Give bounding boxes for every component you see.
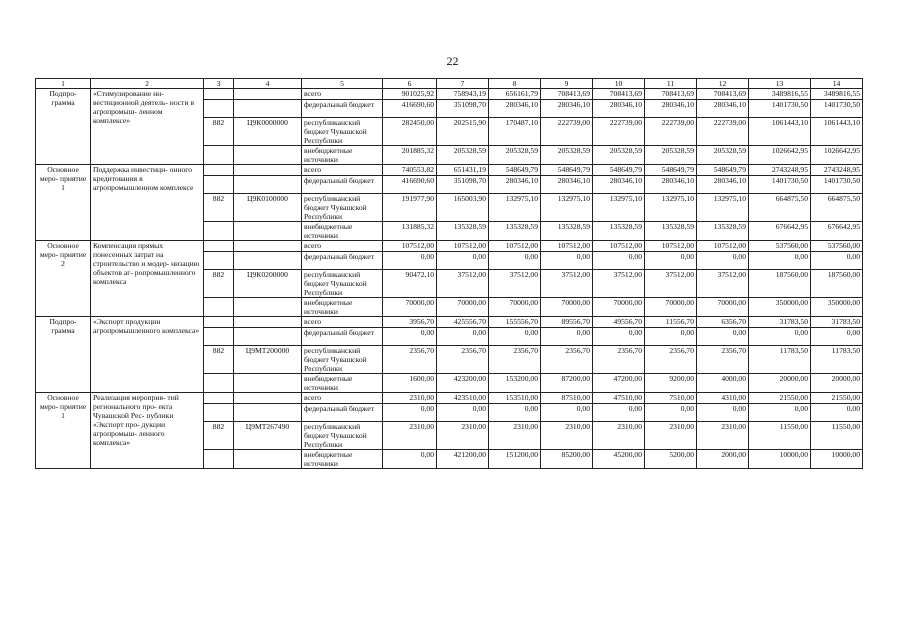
empty-cell xyxy=(234,317,302,328)
value-cell: 2310,00 xyxy=(383,393,437,404)
funding-source-cell: внебюджетные источники xyxy=(302,374,383,393)
header-cell: 10 xyxy=(593,79,645,89)
empty-cell xyxy=(204,146,234,165)
table-row xyxy=(36,241,863,252)
value-cell: 1026642,95 xyxy=(749,146,811,165)
program-type-cell: Подпро- грамма xyxy=(36,89,91,165)
value-cell: 132975,10 xyxy=(697,194,749,222)
value-cell: 222739,00 xyxy=(593,118,645,146)
empty-cell xyxy=(234,222,302,241)
value-cell: 9200,00 xyxy=(645,374,697,393)
empty-cell xyxy=(234,374,302,393)
value-cell: 85200,00 xyxy=(541,450,593,469)
empty-cell xyxy=(234,450,302,469)
value-cell: 20000,00 xyxy=(749,374,811,393)
value-cell: 107512,00 xyxy=(383,241,437,252)
header-cell: 12 xyxy=(697,79,749,89)
value-cell: 1401730,50 xyxy=(749,100,811,118)
value-cell: 0,00 xyxy=(383,252,437,270)
value-cell: 2356,70 xyxy=(645,346,697,374)
value-cell: 2356,70 xyxy=(697,346,749,374)
value-cell: 740553,82 xyxy=(383,165,437,176)
value-cell: 0,00 xyxy=(811,404,863,422)
value-cell: 2310,00 xyxy=(645,422,697,450)
value-cell: 31783,50 xyxy=(811,317,863,328)
value-cell: 0,00 xyxy=(749,328,811,346)
empty-cell xyxy=(204,100,234,118)
value-cell: 3489816,55 xyxy=(749,89,811,100)
program-name-cell: Компенсация прямых понесенных затрат на строительство и модер- низацию объектов аг- ропромышленного комплекса xyxy=(91,241,204,317)
value-cell: 10000,00 xyxy=(811,450,863,469)
table-row xyxy=(36,317,863,328)
value-cell: 0,00 xyxy=(593,328,645,346)
funding-source-cell: всего xyxy=(302,165,383,176)
value-cell: 11783,50 xyxy=(811,346,863,374)
value-cell: 153510,00 xyxy=(489,393,541,404)
funding-source-cell: республиканский бюджет Чувашской Республики xyxy=(302,270,383,298)
value-cell: 201885,32 xyxy=(383,146,437,165)
program-type-cell: Основное меро- приятие 1 xyxy=(36,393,91,469)
value-cell: 0,00 xyxy=(541,404,593,422)
value-cell: 548649,79 xyxy=(645,165,697,176)
value-cell: 70000,00 xyxy=(437,298,489,317)
value-cell: 21550,00 xyxy=(749,393,811,404)
page-number: 22 xyxy=(446,54,459,68)
grbs-cell: 882 xyxy=(204,346,234,374)
value-cell: 548649,79 xyxy=(489,165,541,176)
value-cell: 87510,00 xyxy=(541,393,593,404)
value-cell: 205328,59 xyxy=(697,146,749,165)
value-cell: 11550,00 xyxy=(811,422,863,450)
empty-cell xyxy=(234,328,302,346)
value-cell: 548649,79 xyxy=(541,165,593,176)
funding-source-cell: федеральный бюджет xyxy=(302,100,383,118)
value-cell: 187560,00 xyxy=(811,270,863,298)
value-cell: 107512,00 xyxy=(541,241,593,252)
value-cell: 31783,50 xyxy=(749,317,811,328)
grbs-cell: 882 xyxy=(204,270,234,298)
value-cell: 2743248,95 xyxy=(811,165,863,176)
value-cell: 151200,00 xyxy=(489,450,541,469)
budget-table xyxy=(35,78,863,469)
value-cell: 0,00 xyxy=(645,404,697,422)
value-cell: 205328,59 xyxy=(489,146,541,165)
value-cell: 37512,00 xyxy=(645,270,697,298)
value-cell: 2356,70 xyxy=(489,346,541,374)
program-type-cell: Основное меро- приятие 1 xyxy=(36,165,91,241)
value-cell: 70000,00 xyxy=(645,298,697,317)
value-cell: 0,00 xyxy=(749,404,811,422)
value-cell: 70000,00 xyxy=(697,298,749,317)
value-cell: 1061443,10 xyxy=(749,118,811,146)
value-cell: 135328,59 xyxy=(437,222,489,241)
header-cell: 8 xyxy=(489,79,541,89)
empty-cell xyxy=(204,252,234,270)
header-cell: 5 xyxy=(302,79,383,89)
value-cell: 11556,70 xyxy=(645,317,697,328)
header-cell: 13 xyxy=(749,79,811,89)
header-cell: 4 xyxy=(234,79,302,89)
value-cell: 107512,00 xyxy=(593,241,645,252)
value-cell: 280346,10 xyxy=(593,176,645,194)
empty-cell xyxy=(234,393,302,404)
empty-cell xyxy=(204,317,234,328)
value-cell: 135328,59 xyxy=(697,222,749,241)
value-cell: 37512,00 xyxy=(489,270,541,298)
value-cell: 280346,10 xyxy=(541,176,593,194)
funding-source-cell: федеральный бюджет xyxy=(302,328,383,346)
value-cell: 351098,70 xyxy=(437,100,489,118)
value-cell: 11550,00 xyxy=(749,422,811,450)
value-cell: 350000,00 xyxy=(749,298,811,317)
header-cell: 1 xyxy=(36,79,91,89)
funding-source-cell: всего xyxy=(302,393,383,404)
value-cell: 0,00 xyxy=(697,252,749,270)
value-cell: 656161,79 xyxy=(489,89,541,100)
value-cell: 1026642,95 xyxy=(811,146,863,165)
program-type-cell: Основное меро- приятие 2 xyxy=(36,241,91,317)
value-cell: 758943,19 xyxy=(437,89,489,100)
value-cell: 222739,00 xyxy=(697,118,749,146)
value-cell: 107512,00 xyxy=(437,241,489,252)
value-cell: 0,00 xyxy=(697,328,749,346)
value-cell: 2356,70 xyxy=(383,346,437,374)
value-cell: 6356,70 xyxy=(697,317,749,328)
value-cell: 135328,59 xyxy=(541,222,593,241)
value-cell: 708413,69 xyxy=(593,89,645,100)
empty-cell xyxy=(204,450,234,469)
value-cell: 351098,70 xyxy=(437,176,489,194)
value-cell: 10000,00 xyxy=(749,450,811,469)
value-cell: 90472,10 xyxy=(383,270,437,298)
empty-cell xyxy=(234,165,302,176)
table-body xyxy=(36,79,863,469)
funding-source-cell: всего xyxy=(302,241,383,252)
value-cell: 1600,00 xyxy=(383,374,437,393)
value-cell: 0,00 xyxy=(437,252,489,270)
funding-source-cell: внебюджетные источники xyxy=(302,298,383,317)
program-name-cell: «Экспорт продукции агропромышленного комплекса» xyxy=(91,317,204,393)
value-cell: 280346,10 xyxy=(489,176,541,194)
value-cell: 664875,50 xyxy=(811,194,863,222)
value-cell: 21550,00 xyxy=(811,393,863,404)
value-cell: 49556,70 xyxy=(593,317,645,328)
code-cell: Ц9К0100000 xyxy=(234,194,302,222)
value-cell: 280346,10 xyxy=(645,176,697,194)
value-cell: 280346,10 xyxy=(489,100,541,118)
value-cell: 5200,00 xyxy=(645,450,697,469)
value-cell: 416690,60 xyxy=(383,100,437,118)
empty-cell xyxy=(234,146,302,165)
value-cell: 0,00 xyxy=(541,252,593,270)
empty-cell xyxy=(204,404,234,422)
value-cell: 280346,10 xyxy=(697,176,749,194)
value-cell: 1061443,10 xyxy=(811,118,863,146)
value-cell: 37512,00 xyxy=(697,270,749,298)
table-row xyxy=(36,89,863,100)
value-cell: 131885,32 xyxy=(383,222,437,241)
value-cell: 4310,00 xyxy=(697,393,749,404)
value-cell: 2743248,95 xyxy=(749,165,811,176)
value-cell: 170487,10 xyxy=(489,118,541,146)
funding-source-cell: республиканский бюджет Чувашской Республики xyxy=(302,194,383,222)
value-cell: 537560,00 xyxy=(811,241,863,252)
value-cell: 4000,00 xyxy=(697,374,749,393)
value-cell: 676642,95 xyxy=(749,222,811,241)
value-cell: 0,00 xyxy=(749,252,811,270)
code-cell: Ц9К0200000 xyxy=(234,270,302,298)
empty-cell xyxy=(234,252,302,270)
value-cell: 20000,00 xyxy=(811,374,863,393)
value-cell: 0,00 xyxy=(383,328,437,346)
value-cell: 135328,59 xyxy=(489,222,541,241)
value-cell: 1401730,50 xyxy=(811,100,863,118)
value-cell: 205328,59 xyxy=(437,146,489,165)
funding-source-cell: федеральный бюджет xyxy=(302,404,383,422)
code-cell: Ц9К0000000 xyxy=(234,118,302,146)
value-cell: 2356,70 xyxy=(437,346,489,374)
value-cell: 0,00 xyxy=(383,450,437,469)
empty-cell xyxy=(204,374,234,393)
value-cell: 107512,00 xyxy=(645,241,697,252)
value-cell: 132975,10 xyxy=(489,194,541,222)
value-cell: 708413,69 xyxy=(541,89,593,100)
value-cell: 423510,00 xyxy=(437,393,489,404)
funding-source-cell: внебюджетные источники xyxy=(302,450,383,469)
funding-source-cell: республиканский бюджет Чувашской Республики xyxy=(302,118,383,146)
value-cell: 425556,70 xyxy=(437,317,489,328)
value-cell: 0,00 xyxy=(645,252,697,270)
header-cell: 3 xyxy=(204,79,234,89)
value-cell: 202515,90 xyxy=(437,118,489,146)
value-cell: 2310,00 xyxy=(697,422,749,450)
funding-source-cell: внебюджетные источники xyxy=(302,146,383,165)
value-cell: 0,00 xyxy=(489,328,541,346)
value-cell: 2310,00 xyxy=(437,422,489,450)
value-cell: 135328,59 xyxy=(593,222,645,241)
value-cell: 222739,00 xyxy=(541,118,593,146)
value-cell: 421200,00 xyxy=(437,450,489,469)
value-cell: 45200,00 xyxy=(593,450,645,469)
header-cell: 9 xyxy=(541,79,593,89)
header-cell: 14 xyxy=(811,79,863,89)
empty-cell xyxy=(204,298,234,317)
code-cell: Ц9МТ267490 xyxy=(234,422,302,450)
value-cell: 2310,00 xyxy=(489,422,541,450)
value-cell: 0,00 xyxy=(645,328,697,346)
empty-cell xyxy=(234,89,302,100)
program-type-cell: Подпро- грамма xyxy=(36,317,91,393)
value-cell: 187560,00 xyxy=(749,270,811,298)
value-cell: 205328,59 xyxy=(541,146,593,165)
value-cell: 205328,59 xyxy=(593,146,645,165)
value-cell: 280346,10 xyxy=(645,100,697,118)
program-name-cell: Реализация мероприя- тий регионального про- екта Чувашской Рес- публики «Экспорт про- дукции агропромыш- ленного комплекса» xyxy=(91,393,204,469)
value-cell: 0,00 xyxy=(489,404,541,422)
value-cell: 7510,00 xyxy=(645,393,697,404)
value-cell: 676642,95 xyxy=(811,222,863,241)
empty-cell xyxy=(204,241,234,252)
value-cell: 205328,59 xyxy=(645,146,697,165)
empty-cell xyxy=(234,241,302,252)
funding-source-cell: республиканский бюджет Чувашской Республики xyxy=(302,346,383,374)
value-cell: 2310,00 xyxy=(593,422,645,450)
header-cell: 6 xyxy=(383,79,437,89)
value-cell: 282450,00 xyxy=(383,118,437,146)
value-cell: 70000,00 xyxy=(383,298,437,317)
value-cell: 3489816,55 xyxy=(811,89,863,100)
header-cell: 11 xyxy=(645,79,697,89)
value-cell: 1401730,50 xyxy=(811,176,863,194)
value-cell: 2310,00 xyxy=(541,422,593,450)
value-cell: 153200,00 xyxy=(489,374,541,393)
value-cell: 47200,00 xyxy=(593,374,645,393)
value-cell: 132975,10 xyxy=(541,194,593,222)
program-name-cell: Поддержка инвестици- онного кредитования в агропромышленном комплексе xyxy=(91,165,204,241)
value-cell: 2000,00 xyxy=(697,450,749,469)
value-cell: 0,00 xyxy=(383,404,437,422)
empty-cell xyxy=(234,298,302,317)
value-cell: 0,00 xyxy=(593,404,645,422)
empty-cell xyxy=(204,222,234,241)
value-cell: 2356,70 xyxy=(541,346,593,374)
value-cell: 2356,70 xyxy=(593,346,645,374)
value-cell: 548649,79 xyxy=(593,165,645,176)
funding-source-cell: федеральный бюджет xyxy=(302,176,383,194)
empty-cell xyxy=(204,328,234,346)
table-row xyxy=(36,165,863,176)
grbs-cell: 882 xyxy=(204,422,234,450)
value-cell: 708413,69 xyxy=(645,89,697,100)
value-cell: 132975,10 xyxy=(593,194,645,222)
value-cell: 708413,69 xyxy=(697,89,749,100)
grbs-cell: 882 xyxy=(204,118,234,146)
value-cell: 107512,00 xyxy=(697,241,749,252)
empty-cell xyxy=(204,165,234,176)
value-cell: 132975,10 xyxy=(645,194,697,222)
value-cell: 89556,70 xyxy=(541,317,593,328)
value-cell: 2310,00 xyxy=(383,422,437,450)
funding-source-cell: всего xyxy=(302,317,383,328)
value-cell: 423200,00 xyxy=(437,374,489,393)
empty-cell xyxy=(234,404,302,422)
value-cell: 70000,00 xyxy=(593,298,645,317)
value-cell: 11783,50 xyxy=(749,346,811,374)
value-cell: 0,00 xyxy=(811,328,863,346)
value-cell: 350000,00 xyxy=(811,298,863,317)
value-cell: 651431,19 xyxy=(437,165,489,176)
value-cell: 87200,00 xyxy=(541,374,593,393)
code-cell: Ц9МТ200000 xyxy=(234,346,302,374)
empty-cell xyxy=(234,100,302,118)
header-row xyxy=(36,79,863,89)
value-cell: 165003,90 xyxy=(437,194,489,222)
value-cell: 0,00 xyxy=(697,404,749,422)
value-cell: 0,00 xyxy=(811,252,863,270)
value-cell: 537560,00 xyxy=(749,241,811,252)
value-cell: 0,00 xyxy=(593,252,645,270)
value-cell: 901025,92 xyxy=(383,89,437,100)
value-cell: 37512,00 xyxy=(437,270,489,298)
value-cell: 191977,90 xyxy=(383,194,437,222)
value-cell: 70000,00 xyxy=(489,298,541,317)
value-cell: 548649,79 xyxy=(697,165,749,176)
value-cell: 0,00 xyxy=(489,252,541,270)
funding-source-cell: внебюджетные источники xyxy=(302,222,383,241)
value-cell: 37512,00 xyxy=(593,270,645,298)
funding-source-cell: всего xyxy=(302,89,383,100)
value-cell: 280346,10 xyxy=(697,100,749,118)
value-cell: 37512,00 xyxy=(541,270,593,298)
empty-cell xyxy=(204,89,234,100)
empty-cell xyxy=(204,176,234,194)
program-name-cell: «Стимулирование ин- вестиционной деятель- ности в агропромыш- ленном комплексе» xyxy=(91,89,204,165)
table-row xyxy=(36,393,863,404)
value-cell: 135328,59 xyxy=(645,222,697,241)
value-cell: 0,00 xyxy=(541,328,593,346)
value-cell: 222739,00 xyxy=(645,118,697,146)
value-cell: 70000,00 xyxy=(541,298,593,317)
empty-cell xyxy=(204,393,234,404)
value-cell: 416690,60 xyxy=(383,176,437,194)
value-cell: 3956,70 xyxy=(383,317,437,328)
value-cell: 155556,70 xyxy=(489,317,541,328)
value-cell: 47510,00 xyxy=(593,393,645,404)
header-cell: 7 xyxy=(437,79,489,89)
value-cell: 0,00 xyxy=(437,404,489,422)
grbs-cell: 882 xyxy=(204,194,234,222)
value-cell: 1401730,50 xyxy=(749,176,811,194)
empty-cell xyxy=(234,176,302,194)
funding-source-cell: федеральный бюджет xyxy=(302,252,383,270)
value-cell: 280346,10 xyxy=(541,100,593,118)
value-cell: 0,00 xyxy=(437,328,489,346)
value-cell: 280346,10 xyxy=(593,100,645,118)
value-cell: 664875,50 xyxy=(749,194,811,222)
header-cell: 2 xyxy=(91,79,204,89)
funding-source-cell: республиканский бюджет Чувашской Республики xyxy=(302,422,383,450)
value-cell: 107512,00 xyxy=(489,241,541,252)
